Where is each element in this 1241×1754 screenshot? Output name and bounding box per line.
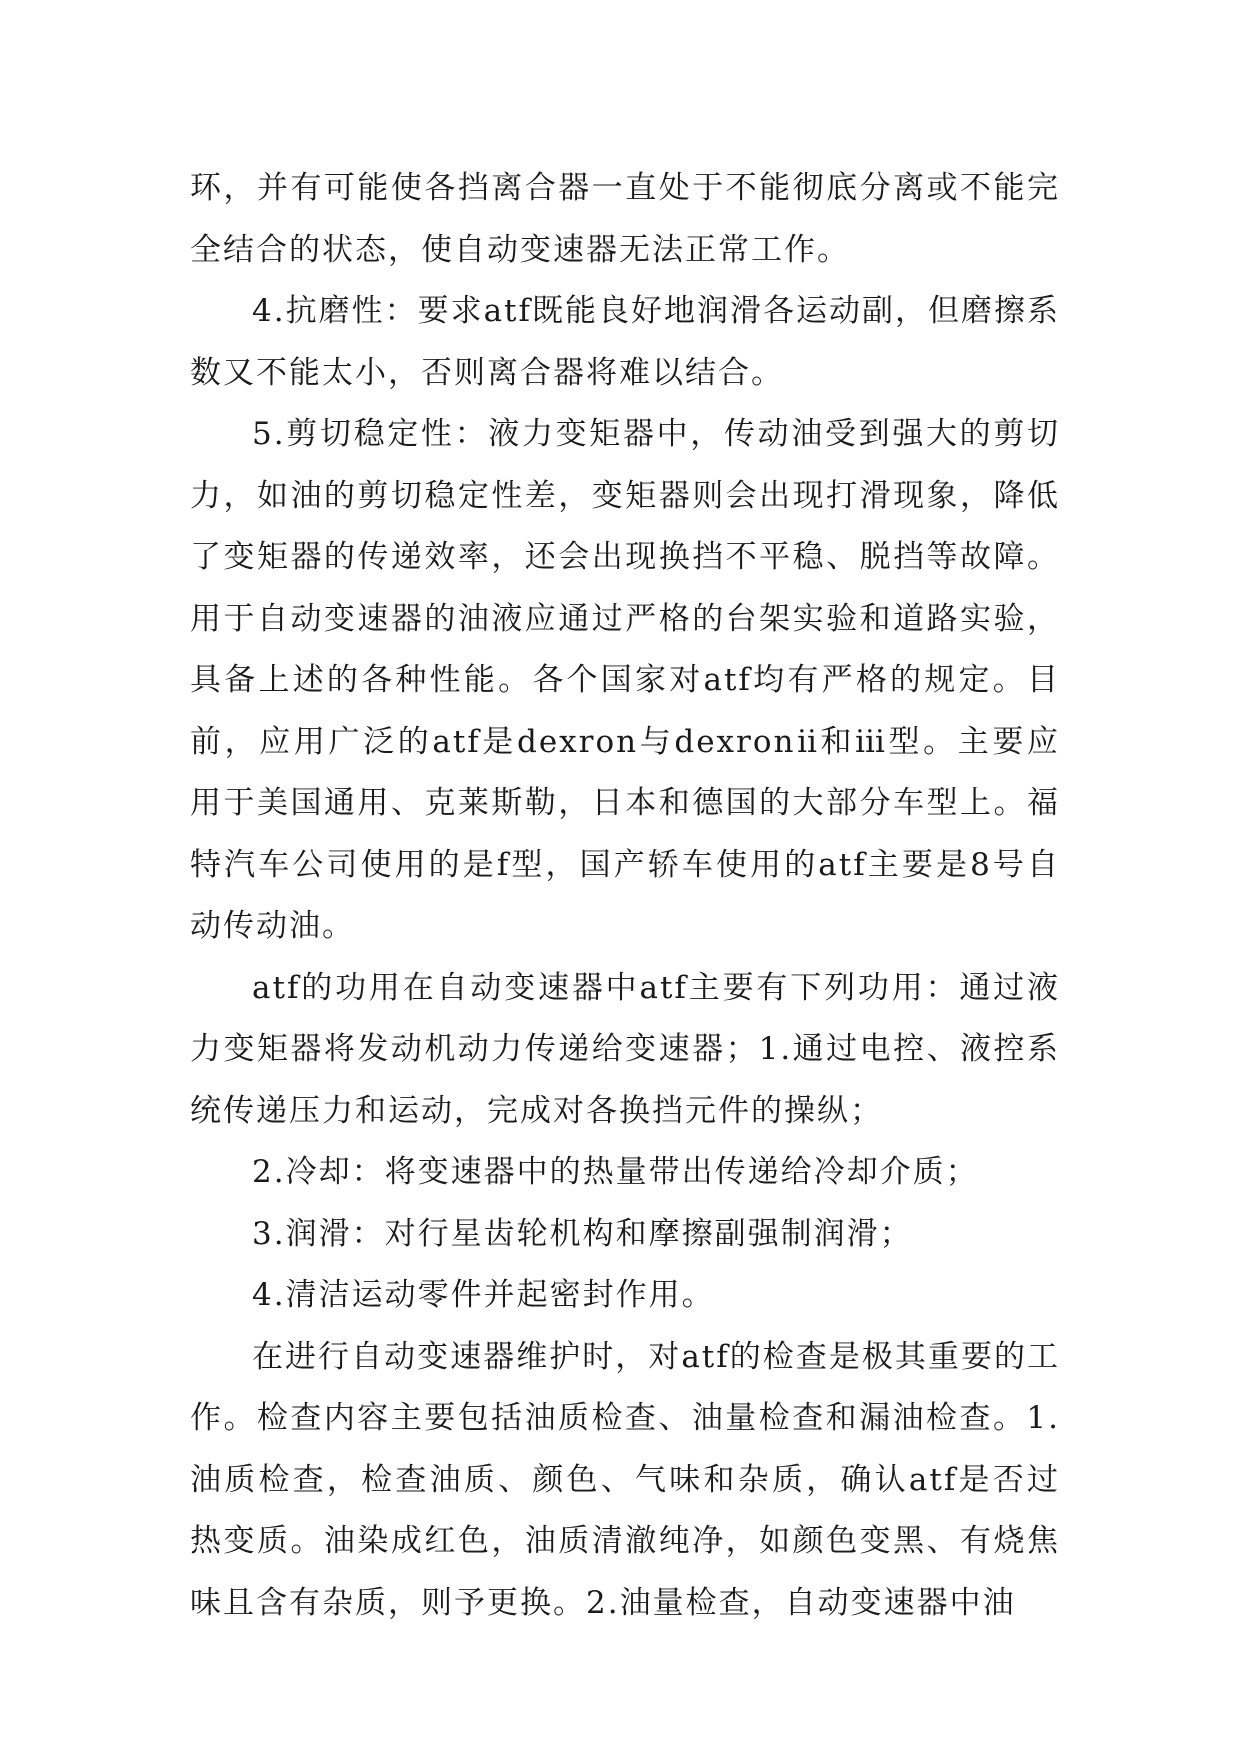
paragraph-3: 5.剪切稳定性：液力变矩器中，传动油受到强大的剪切力，如油的剪切稳定性差，变矩器则会出现打滑现象，降低了变矩器的传递效率，还会出现换挡不平稳、脱挡等故障。用于自动变速器的油液应通过严格的台架实验和道路实验，具备上述的各种性能。各个国家对atf均有严格的规定。目前，应用广泛的atf是dexron与dexronⅱ和ⅲ型。主要应用于美国通用、克莱斯勒，日本和德国的大部分车型上。福特汽车公司使用的是f型，国产轿车使用的atf主要是8号自动传动油。 xyxy=(190,416,1060,944)
document-body xyxy=(190,158,1060,1634)
paragraph-8: 在进行自动变速器维护时，对atf的检查是极其重要的工作。检查内容主要包括油质检查、油量检查和漏油检查。1.油质检查，检查油质、颜色、气味和杂质，确认atf是否过热变质。油染成红色，油质清澈纯净，如颜色变黑、有烧焦味且含有杂质，则予更换。2.油量检查，自动变速器中油 xyxy=(190,1338,1060,1621)
paragraph-2: 4.抗磨性：要求atf既能良好地润滑各运动副，但磨擦系数又不能太小，否则离合器将难以结合。 xyxy=(190,293,1060,391)
paragraph-5: 2.冷却：将变速器中的热量带出传递给冷却介质； xyxy=(252,1154,979,1190)
paragraph-4: atf的功用在自动变速器中atf主要有下列功用：通过液力变矩器将发动机动力传递给变速器；1.通过电控、液控系统传递压力和运动，完成对各换挡元件的操纵； xyxy=(190,969,1060,1129)
paragraph-1: 环，并有可能使各挡离合器一直处于不能彻底分离或不能完全结合的状态，使自动变速器无法正常工作。 xyxy=(190,170,1060,268)
paragraph-7: 4.清洁运动零件并起密封作用。 xyxy=(252,1277,715,1313)
paragraph-6: 3.润滑：对行星齿轮机构和摩擦副强制润滑； xyxy=(252,1215,913,1252)
